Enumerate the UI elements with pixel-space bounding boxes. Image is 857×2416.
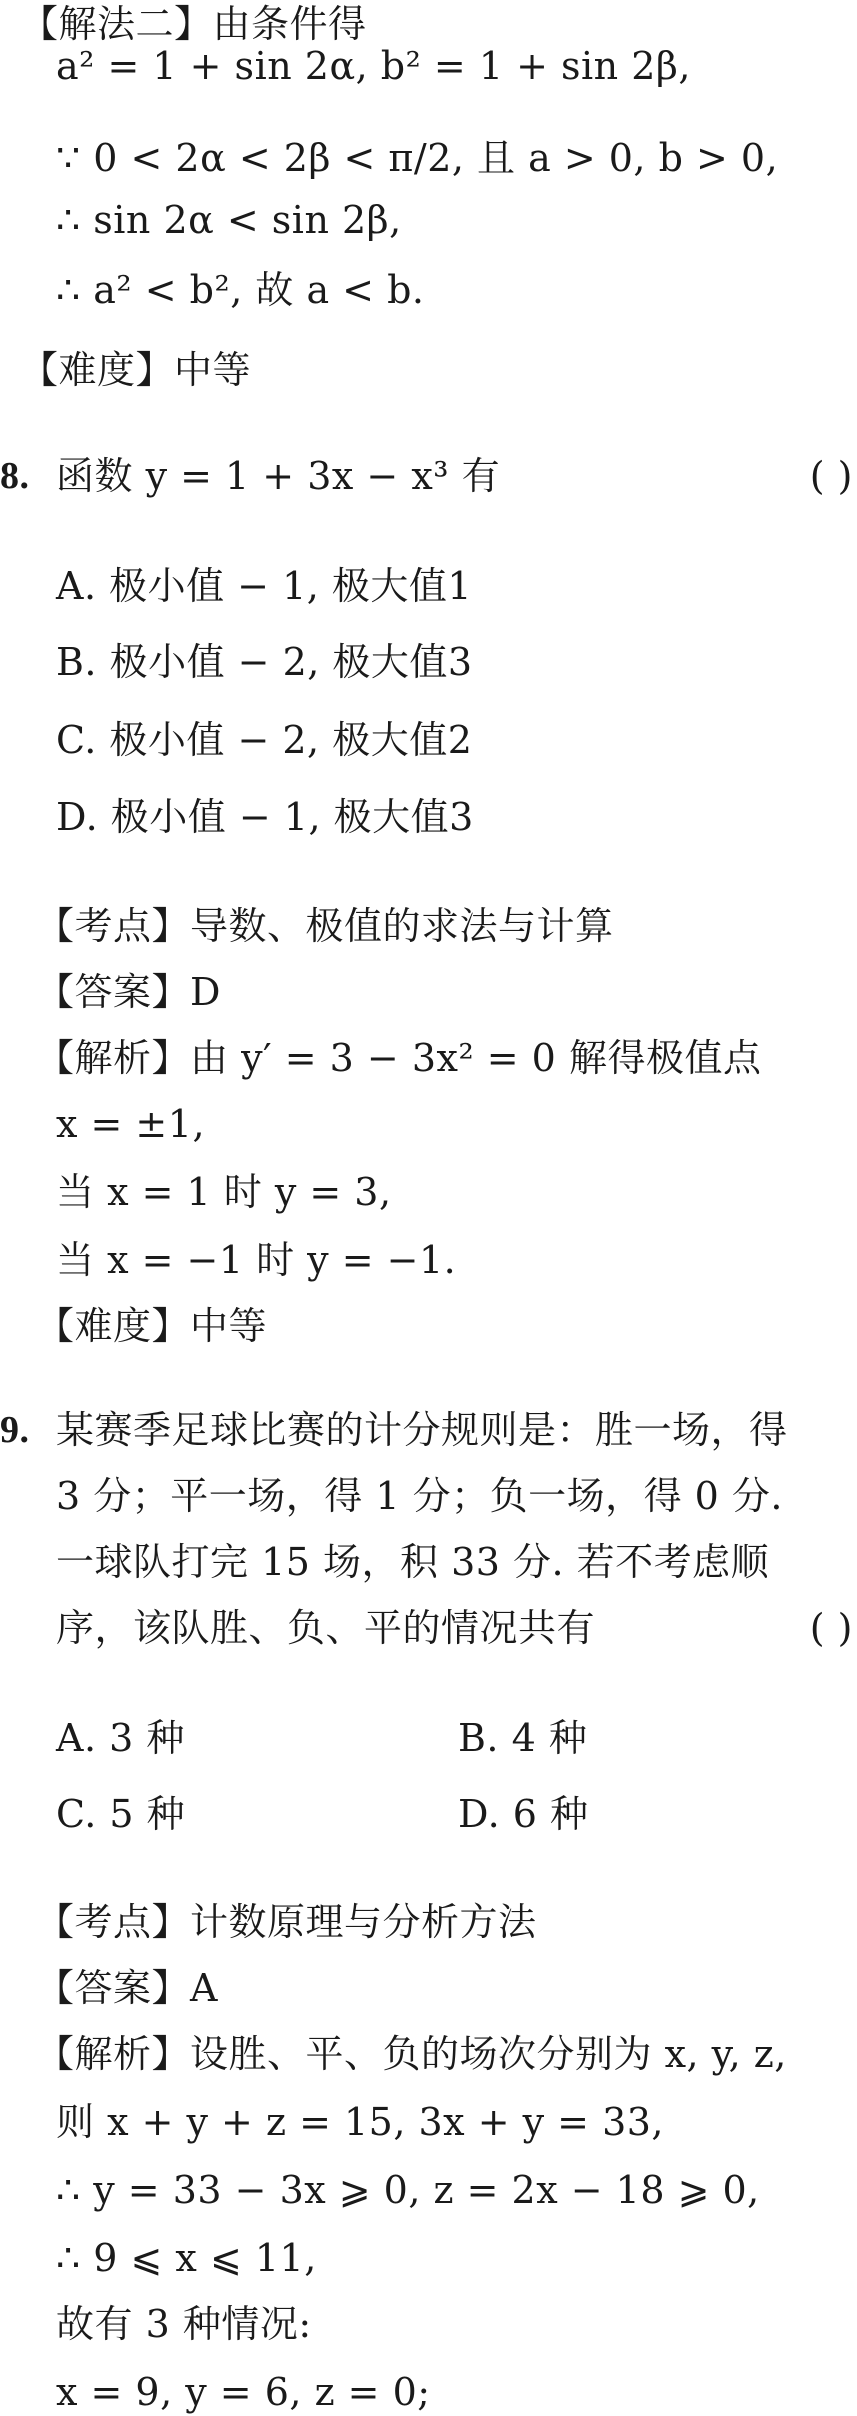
solution2-line1: a² = 1 + sin 2α, b² = 1 + sin 2β, xyxy=(56,44,691,88)
q9-analysis-line1: 【解析】设胜、平、负的场次分别为 x, y, z, xyxy=(36,2032,787,2076)
question-number: 9. xyxy=(0,1409,30,1451)
q9-answer: 【答案】A xyxy=(36,1966,218,2010)
q8-analysis-line4: 当 x = −1 时 y = −1. xyxy=(56,1238,457,1282)
option-a: A. 3 种 xyxy=(56,1716,185,1760)
question-stem-line3: 一球队打完 15 场，积 33 分. 若不考虑顺 xyxy=(56,1540,770,1584)
question-9 xyxy=(0,1406,857,1454)
option-b: B. 极小值 − 2, 极大值3 xyxy=(56,640,473,684)
option-c: C. 5 种 xyxy=(56,1792,186,1836)
q8-analysis-line1: 【解析】由 y′ = 3 − 3x² = 0 解得极值点 xyxy=(36,1036,762,1080)
option-d: D. 极小值 − 1, 极大值3 xyxy=(56,795,474,839)
solution2-line3: ∴ sin 2α < sin 2β, xyxy=(56,198,402,242)
q9-analysis-line4: ∴ 9 ⩽ x ⩽ 11, xyxy=(56,2236,317,2280)
q9-analysis-line2: 则 x + y + z = 15, 3x + y = 33, xyxy=(56,2100,665,2144)
option-c: C. 极小值 − 2, 极大值2 xyxy=(56,718,473,762)
solution2-line4: ∴ a² < b², 故 a < b. xyxy=(56,268,425,312)
q8-difficulty: 【难度】中等 xyxy=(36,1304,268,1348)
q9-analysis-line5: 故有 3 种情况: xyxy=(56,2302,312,2346)
question-stem-line4: 序，该队胜、负、平的情况共有 xyxy=(56,1606,596,1650)
solution2-line2: ∵ 0 < 2α < 2β < π/2, 且 a > 0, b > 0, xyxy=(56,136,779,180)
q8-analysis-line2: x = ±1, xyxy=(56,1102,206,1146)
q8-answer: 【答案】D xyxy=(36,970,221,1014)
question-stem-line2: 3 分；平一场，得 1 分；负一场，得 0 分. xyxy=(56,1474,784,1518)
option-d: D. 6 种 xyxy=(458,1792,589,1836)
question-number: 8. xyxy=(0,455,30,497)
solution2-difficulty: 【难度】中等 xyxy=(20,348,252,392)
option-a: A. 极小值 − 1, 极大值1 xyxy=(56,564,473,608)
question-8 xyxy=(0,452,857,500)
q8-topic: 【考点】导数、极值的求法与计算 xyxy=(36,904,614,948)
q9-analysis-line3: ∴ y = 33 − 3x ⩾ 0, z = 2x − 18 ⩾ 0, xyxy=(56,2168,760,2212)
q9-topic: 【考点】计数原理与分析方法 xyxy=(36,1900,537,1944)
q9-analysis-line6: x = 9, y = 6, z = 0; xyxy=(56,2370,431,2414)
question-stem-line1: 某赛季足球比赛的计分规则是：胜一场，得 xyxy=(56,1408,788,1452)
question-stem: 函数 y = 1 + 3x − x³ 有 xyxy=(56,454,501,498)
option-b: B. 4 种 xyxy=(458,1716,588,1760)
answer-paren: ( ) xyxy=(809,1606,853,1650)
q8-analysis-line3: 当 x = 1 时 y = 3, xyxy=(56,1170,392,1214)
question-stem-line4-row xyxy=(0,1604,857,1652)
solution2-header: 【解法二】由条件得 xyxy=(20,2,367,46)
answer-paren: ( ) xyxy=(809,454,853,498)
